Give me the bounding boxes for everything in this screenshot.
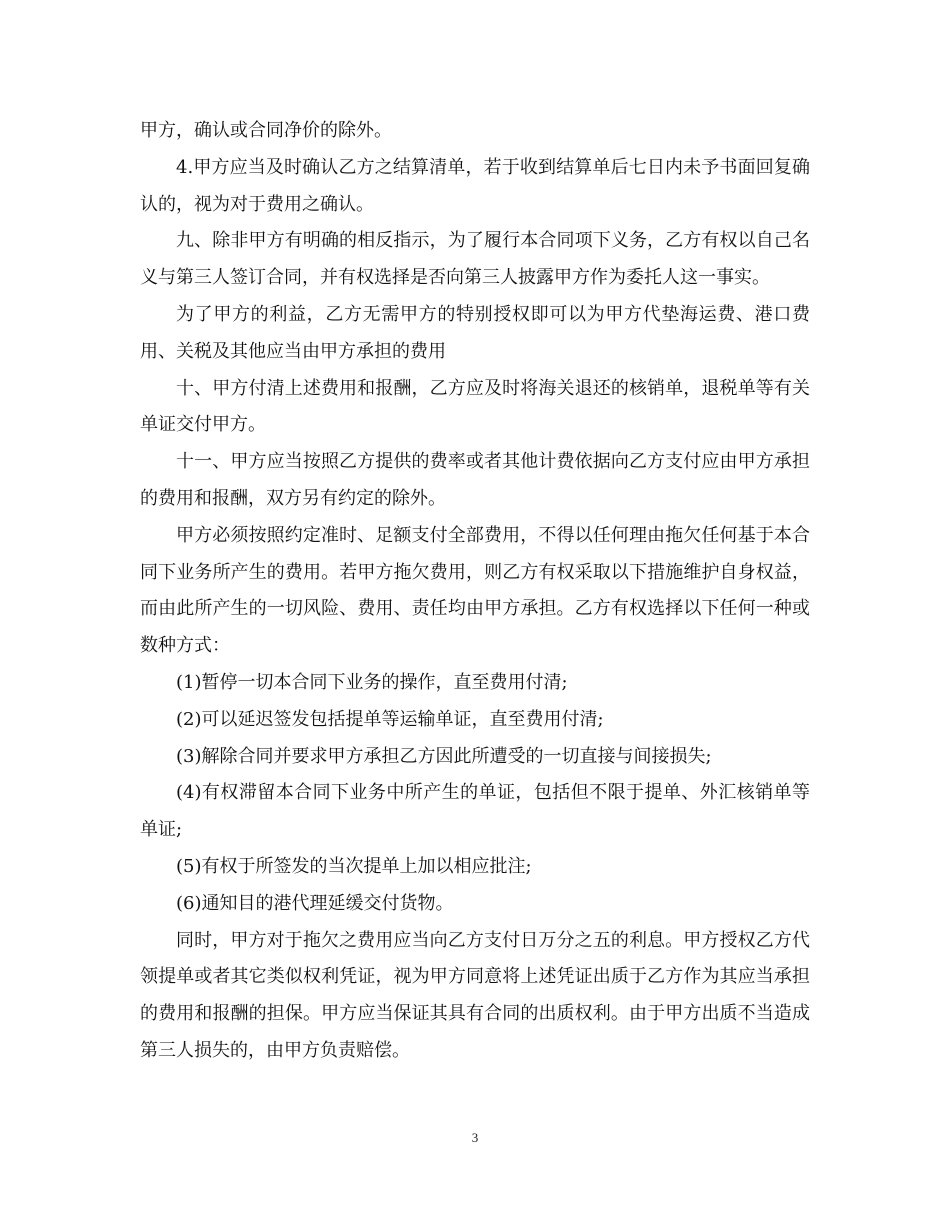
paragraph-3: 九、除非甲方有明确的相反指示，为了履行本合同项下义务，乙方有权以自己名义与第三人签订合同，并有权选择是否向第三人披露甲方作为委托人这一事实。 — [140, 230, 810, 289]
paragraph-4: 为了甲方的利益，乙方无需甲方的特别授权即可以为甲方代垫海运费、港口费用、关税及其他应当由甲方承担的费用 — [140, 303, 810, 362]
list-item-3: (3)解除合同并要求甲方承担乙方因此所遭受的一切直接与间接损失; — [176, 745, 712, 767]
list-item-6: (6)通知目的港代理延缓交付货物。 — [176, 892, 454, 914]
paragraph-2: 4.甲方应当及时确认乙方之结算清单，若于收到结算单后七日内未予书面回复确认的，视为对于费用之确认。 — [140, 156, 810, 215]
paragraph-8: 同时，甲方对于拖欠之费用应当向乙方支付日万分之五的利息。甲方授权乙方代领提单或者其它类似权利凭证，视为甲方同意将上述凭证出质于乙方作为其应当承担的费用和报酬的担保。甲方应当保证其具有合同的出质权利。由于甲方出质不当造成第三人损失的，由甲方负责赔偿。 — [140, 929, 810, 1061]
list-item-5: (5)有权于所签发的当次提单上加以相应批注; — [176, 855, 532, 877]
list-item-1: (1)暂停一切本合同下业务的操作，直至费用付清; — [176, 671, 568, 693]
paragraph-1: 甲方，确认或合同净价的除外。 — [140, 120, 392, 141]
list-item-4: (4)有权滞留本合同下业务中所产生的单证，包括但不限于提单、外汇核销单等单证; — [140, 782, 810, 841]
paragraph-7: 甲方必须按照约定准时、足额支付全部费用，不得以任何理由拖欠任何基于本合同下业务所产生的费用。若甲方拖欠费用，则乙方有权采取以下措施维护自身权益，而由此所产生的一切风险、费用、责任均由甲方承担。乙方有权选择以下任何一种或数种方式： — [140, 524, 810, 657]
list-item-2: (2)可以延迟签发包括提单等运输单证，直至费用付清; — [176, 708, 604, 730]
document-body — [140, 113, 810, 1070]
paragraph-5: 十、甲方付清上述费用和报酬，乙方应及时将海关退还的核销单，退税单等有关单证交付甲方。 — [140, 377, 810, 436]
paragraph-6: 十一、甲方应当按照乙方提供的费率或者其他计费依据向乙方支付应由甲方承担的费用和报酬，双方另有约定的除外。 — [140, 451, 810, 509]
page-number: 3 — [471, 1130, 479, 1145]
